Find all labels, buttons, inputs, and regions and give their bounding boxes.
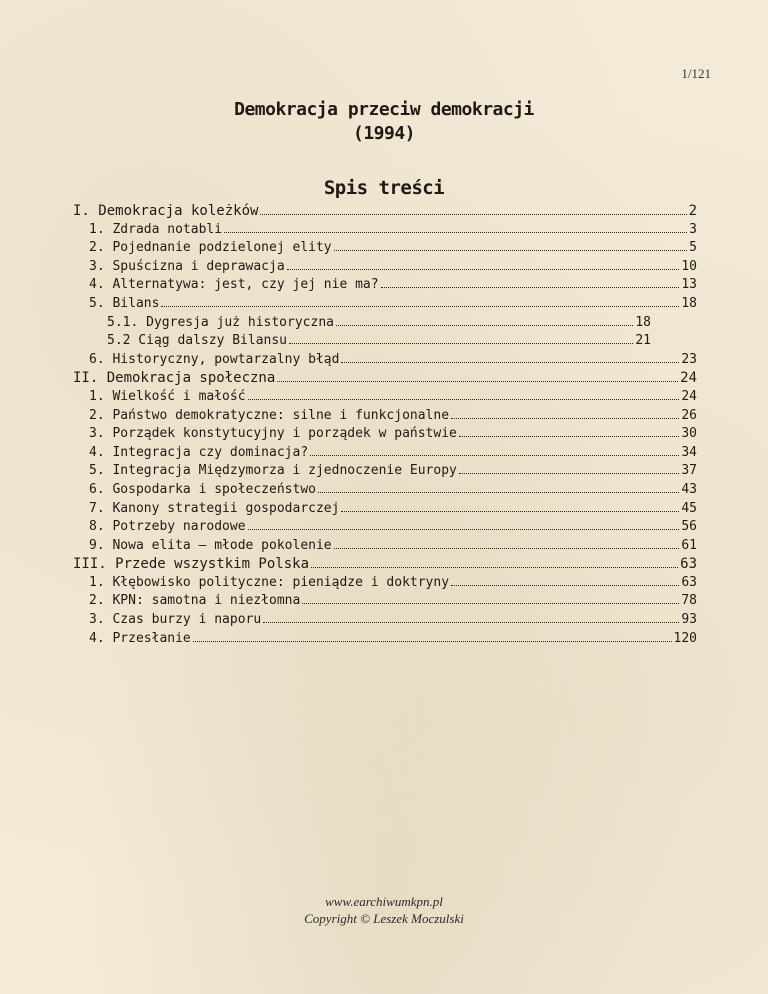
toc-entry-label: 3. Spuścizna i deprawacja (89, 258, 285, 274)
toc-entry-page: 26 (681, 407, 697, 423)
toc-entry[interactable] (73, 611, 697, 630)
toc-entry-page: 43 (681, 481, 697, 497)
toc-leader-dots (248, 529, 680, 530)
toc-entry-page: 10 (681, 258, 697, 274)
toc-entry[interactable] (73, 425, 697, 444)
toc-entry-label: 4. Przesłanie (89, 630, 191, 646)
toc-leader-dots (459, 436, 679, 437)
footer-copyright: Copyright © Leszek Moczulski (304, 911, 464, 926)
toc-entry[interactable] (73, 388, 697, 407)
toc-entry[interactable] (73, 630, 697, 649)
toc-entry-label: 4. Alternatywa: jest, czy jej nie ma? (89, 277, 379, 293)
toc-leader-dots (248, 399, 680, 400)
toc-entry[interactable] (73, 500, 697, 519)
toc-entry[interactable] (73, 351, 697, 370)
toc-leader-dots (334, 548, 680, 549)
toc-entry-label: 7. Kanony strategii gospodarczej (89, 500, 340, 516)
toc-leader-dots (451, 585, 679, 586)
document-title (0, 98, 768, 146)
toc-heading: Spis treści (323, 177, 445, 199)
toc-entry-label: II. Demokracja społeczna (73, 370, 276, 387)
toc-leader-dots (260, 214, 686, 215)
toc-entry-page: 2 (688, 203, 697, 219)
document-title-year: (1994) (352, 123, 416, 144)
toc-leader-dots (336, 325, 633, 326)
toc-leader-dots (302, 603, 679, 604)
toc-leader-dots (341, 511, 679, 512)
toc-entry-page: 61 (681, 537, 697, 553)
toc-entry[interactable] (73, 407, 697, 426)
toc-entry-label: 2. KPN: samotna i niezłomna (89, 593, 301, 609)
toc-entry-label: 5.1. Dygresja już historyczna (107, 314, 334, 330)
toc-entry-label: 1. Wielkość i małość (89, 388, 246, 404)
toc-entry-label: 5.2 Ciąg dalszy Bilansu (107, 333, 288, 349)
toc-entry[interactable] (73, 369, 697, 388)
toc-entry-label: 2. Pojednanie podzielonej elity (89, 240, 332, 256)
document-title-main: Demokracja przeciw demokracji (234, 99, 534, 120)
toc-entry-label: 4. Integracja czy dominacja? (89, 444, 309, 460)
toc-entry[interactable] (73, 202, 697, 221)
toc-entry-label: 3. Czas burzy i naporu (89, 612, 262, 628)
toc-entry-page: 3 (689, 221, 697, 237)
toc-leader-dots (311, 567, 678, 568)
toc-entry-label: 6. Historyczny, powtarzalny błąd (89, 351, 340, 367)
toc-entry-page: 56 (681, 519, 697, 535)
toc-leader-dots (334, 250, 688, 251)
toc-entry[interactable] (73, 592, 697, 611)
toc-entry-page: 18 (635, 314, 651, 330)
toc-entry-page: 120 (673, 630, 697, 646)
footer-url[interactable]: www.earchiwumkpn.pl (325, 894, 443, 909)
toc-leader-dots (277, 381, 678, 382)
toc-entry-page: 24 (681, 388, 697, 404)
toc-leader-dots (289, 343, 633, 344)
toc-entry[interactable] (73, 332, 651, 351)
toc-entry[interactable] (73, 258, 697, 277)
toc-entry-page: 45 (681, 500, 697, 516)
footer (0, 893, 768, 927)
toc-entry[interactable] (73, 221, 697, 240)
toc-entry-page: 21 (635, 333, 651, 349)
toc-entry[interactable] (73, 314, 651, 333)
toc-entry[interactable] (73, 574, 697, 593)
toc-entry[interactable] (73, 555, 697, 574)
toc-entry-page: 37 (681, 463, 697, 479)
toc-entry-label: 5. Bilans (89, 295, 160, 311)
toc-entry-page: 18 (681, 295, 697, 311)
toc-leader-dots (287, 269, 680, 270)
toc-entry-label: 5. Integracja Międzymorza i zjednoczenie Europy (89, 463, 457, 479)
table-of-contents (73, 202, 697, 648)
toc-leader-dots (161, 306, 679, 307)
toc-leader-dots (341, 362, 679, 363)
toc-entry-page: 63 (680, 556, 697, 573)
toc-entry[interactable] (73, 518, 697, 537)
page-number: 1/121 (681, 66, 711, 81)
toc-leader-dots (459, 473, 679, 474)
toc-entry-page: 30 (681, 426, 697, 442)
toc-entry-page: 23 (681, 351, 697, 367)
toc-entry[interactable] (73, 276, 697, 295)
toc-entry-page: 34 (681, 444, 697, 460)
toc-entry-page: 93 (681, 612, 697, 628)
toc-entry-label: 3. Porządek konstytucyjny i porządek w państwie (89, 426, 457, 442)
toc-leader-dots (224, 232, 687, 233)
toc-leader-dots (451, 418, 679, 419)
toc-entry-label: 2. Państwo demokratyczne: silne i funkcjonalne (89, 407, 450, 423)
toc-entry-page: 13 (681, 277, 697, 293)
toc-entry-page: 63 (681, 574, 697, 590)
toc-leader-dots (193, 641, 672, 642)
toc-entry[interactable] (73, 295, 697, 314)
toc-entry-label: 8. Potrzeby narodowe (89, 519, 246, 535)
toc-entry-label: III. Przede wszystkim Polska (73, 556, 310, 573)
toc-entry-label: 9. Nowa elita – młode pokolenie (89, 537, 332, 553)
toc-entry[interactable] (73, 481, 697, 500)
toc-entry-label: 6. Gospodarka i społeczeństwo (89, 481, 316, 497)
toc-leader-dots (381, 287, 680, 288)
toc-entry-page: 5 (689, 240, 697, 256)
toc-entry-label: 1. Kłębowisko polityczne: pieniądze i doktryny (89, 574, 450, 590)
toc-leader-dots (318, 492, 679, 493)
toc-entry-page: 24 (680, 370, 697, 387)
toc-entry[interactable] (73, 239, 697, 258)
toc-leader-dots (310, 455, 679, 456)
toc-entry[interactable] (73, 444, 697, 463)
toc-entry[interactable] (73, 537, 697, 556)
toc-leader-dots (263, 622, 679, 623)
toc-entry-label: I. Demokracja koleżków (73, 203, 259, 219)
toc-entry[interactable] (73, 462, 697, 481)
toc-entry-page: 78 (681, 593, 697, 609)
toc-entry-label: 1. Zdrada notabli (89, 221, 223, 237)
